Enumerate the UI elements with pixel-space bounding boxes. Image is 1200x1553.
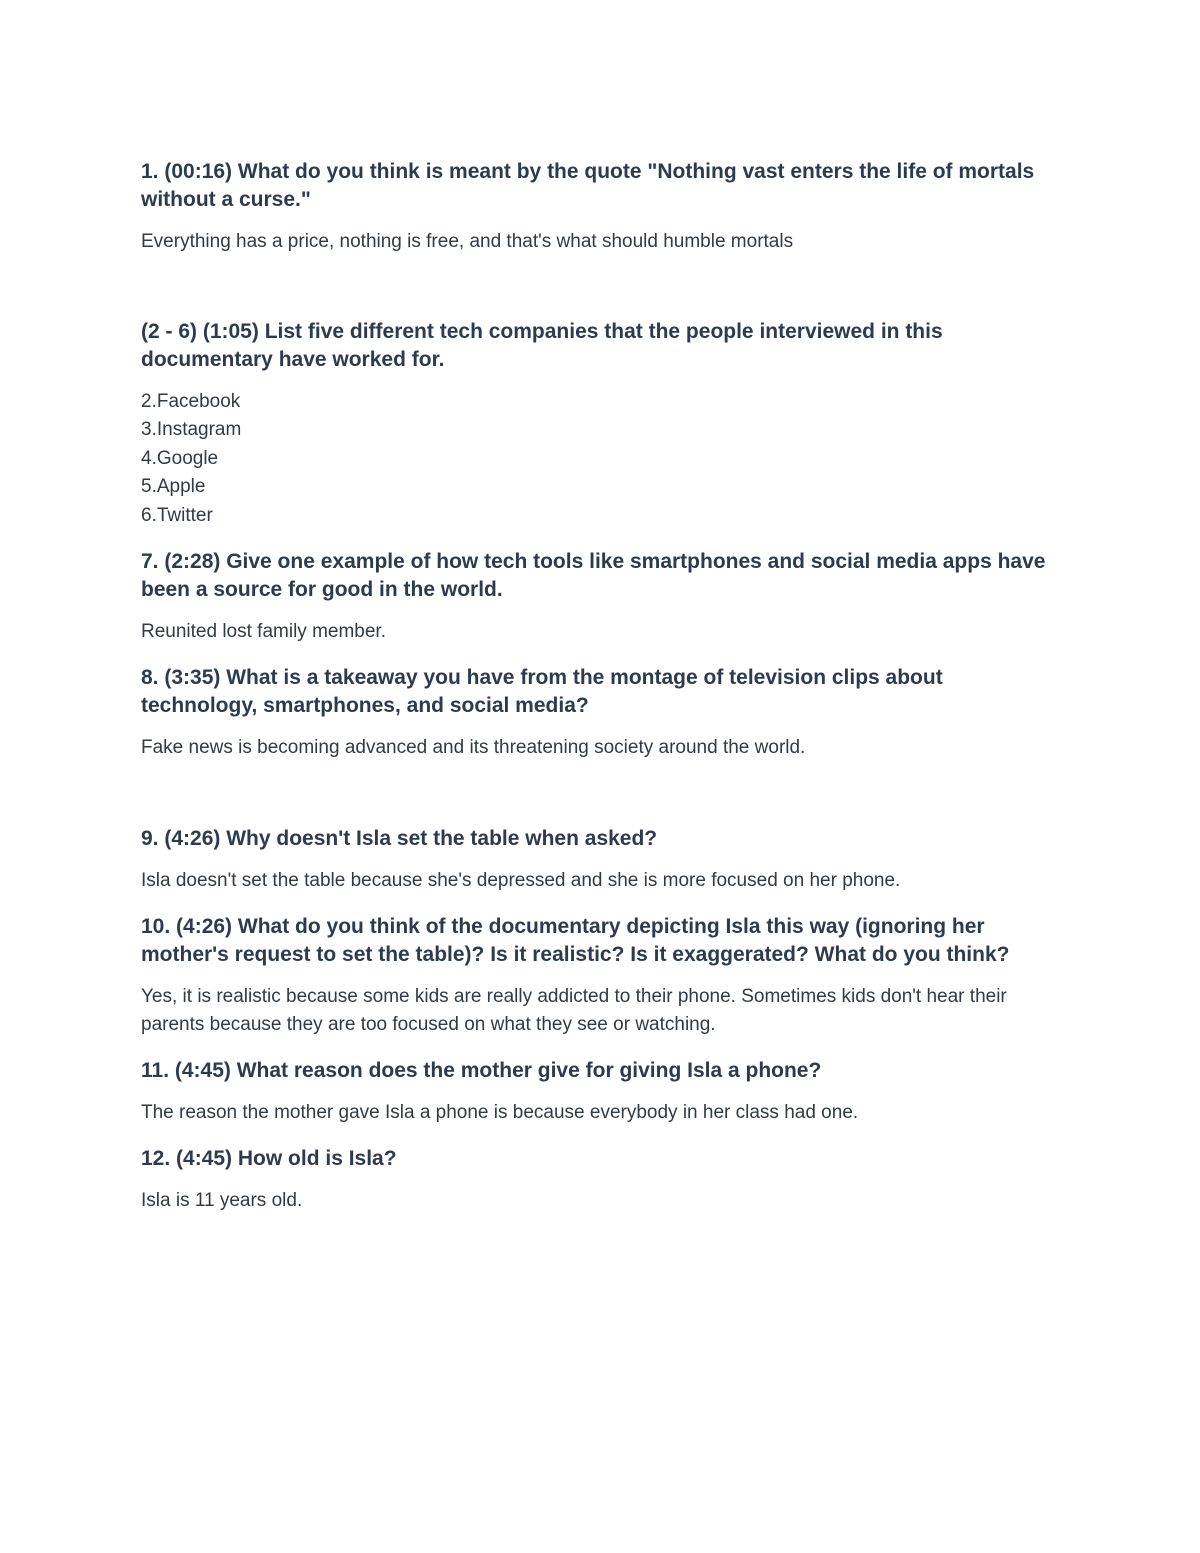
answer-7: Reunited lost family member.: [141, 621, 386, 643]
answer-8: Fake news is becoming advanced and its threatening society around the world.: [141, 737, 806, 759]
answer-9: Isla doesn't set the table because she's depressed and she is more focused on her phone.: [141, 870, 901, 892]
qa-block-10: [141, 913, 1061, 1039]
company-list: [141, 388, 1061, 530]
answer-1: Everything has a price, nothing is free, and that's what should humble mortals: [141, 231, 794, 252]
qa-block-9: [141, 825, 1061, 895]
qa-block-1: [141, 158, 1061, 256]
question-1: 1. (00:16) What do you think is meant by the quote "Nothing vast enters the life of mortals without a curse.": [141, 160, 1035, 211]
question-11: 11. (4:45) What reason does the mother give for giving Isla a phone?: [141, 1059, 822, 1083]
document-page: [141, 158, 1061, 1215]
qa-block-11: [141, 1057, 1061, 1127]
list-item: 3.Instagram: [141, 419, 242, 441]
answer-12: Isla is 11 years old.: [141, 1190, 303, 1212]
list-item: 5.Apple: [141, 476, 206, 498]
question-2-6: (2 - 6) (1:05) List five different tech companies that the people interviewed in this documentary have worked for.: [141, 320, 943, 371]
question-10: 10. (4:26) What do you think of the documentary depicting Isla this way (ignoring her mother's request to set the table)? Is it realistic? Is it exaggerated? What do you think?: [141, 915, 1010, 967]
answer-10: Yes, it is realistic because some kids are really addicted to their phone. Sometimes kids don't hear their parents because they are too focused on what they see or watching.: [141, 986, 1007, 1036]
answer-11: The reason the mother gave Isla a phone is because everybody in her class had one.: [141, 1102, 859, 1124]
list-item: 4.Google: [141, 447, 219, 469]
qa-block-7: [141, 548, 1061, 646]
question-8: 8. (3:35) What is a takeaway you have from the montage of television clips about technology, smartphones, and social media?: [141, 666, 943, 718]
question-9: 9. (4:26) Why doesn't Isla set the table when asked?: [141, 827, 658, 851]
list-item: 2.Facebook: [141, 391, 241, 412]
qa-block-8: [141, 664, 1061, 762]
question-7: 7. (2:28) Give one example of how tech tools like smartphones and social media apps have been a source for good in the world.: [141, 550, 1046, 602]
qa-block-12: [141, 1145, 1061, 1215]
question-12: 12. (4:45) How old is Isla?: [141, 1147, 397, 1171]
list-item: 6.Twitter: [141, 504, 213, 526]
qa-block-2-6: [141, 318, 1061, 530]
